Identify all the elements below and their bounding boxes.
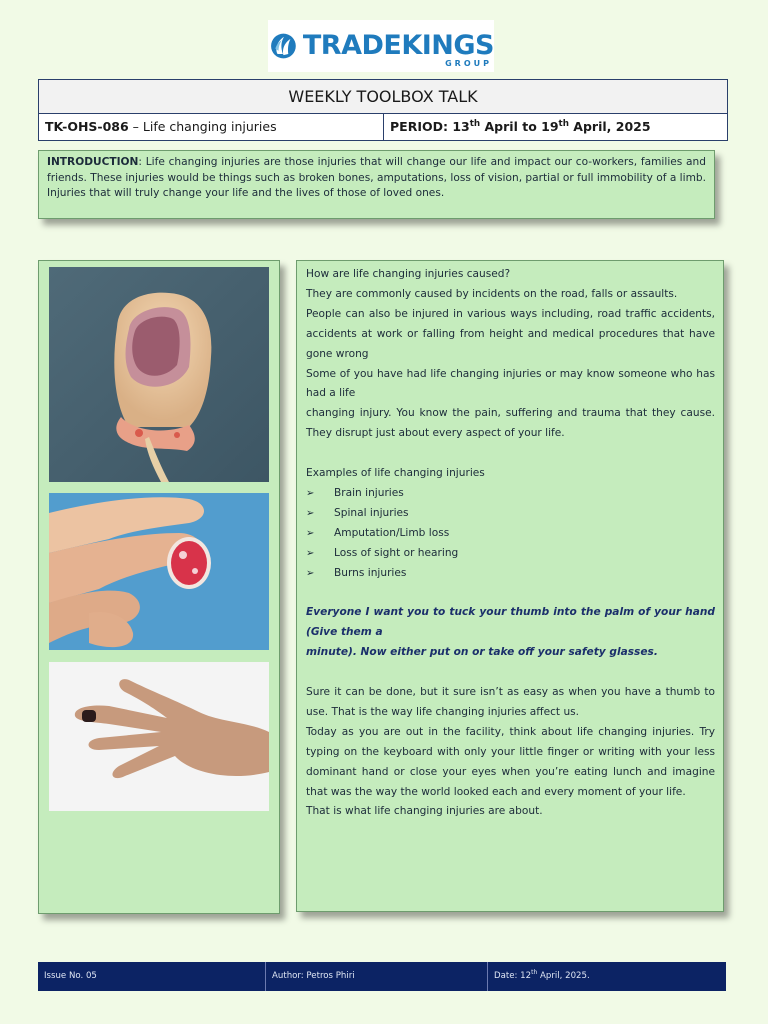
period-start-day: 13 [447, 119, 470, 134]
activity-instruction: Everyone I want you to tuck your thumb into the palm of your hand (Give them a [306, 606, 715, 639]
causes-paragraph: They are commonly caused by incidents on the road, falls or assaults. [306, 287, 678, 300]
logo-subtitle: GROUP [445, 59, 492, 68]
list-item [306, 564, 715, 584]
example-item: Brain injuries [334, 486, 404, 499]
list-item [306, 484, 715, 504]
talk-code: TK-OHS-086 [45, 119, 129, 134]
document-footer [38, 962, 726, 991]
arrow-bullet-icon: ➢ [306, 567, 315, 579]
introduction-text: : Life changing injuries are those injuries that will change our life and impact our co-workers, families and friends. These injuries would be things such as broken bones, amputations, loss of vision, partial or full immobility of a limb. Injuries that will truly change your life and the lives of those of loved ones. [47, 156, 706, 199]
period-end-suffix: th [558, 118, 569, 129]
thumb-paragraph: Sure it can be done, but it sure isn’t as easy as when you have a thumb to use. That is the way life changing injuries affect us. [306, 685, 715, 718]
document-title: WEEKLY TOOLBOX TALK [39, 80, 727, 114]
list-item [306, 504, 715, 524]
examples-title: Examples of life changing injuries [306, 467, 485, 480]
header-table [38, 79, 728, 141]
arrow-bullet-icon: ➢ [306, 527, 315, 539]
talk-topic: – Life changing injuries [128, 119, 277, 134]
impact-paragraph: changing injury. You know the pain, suffering and trauma that they cause. They disrupt just about every aspect of your life. [306, 407, 715, 440]
period-label: PERIOD: [390, 119, 448, 134]
issue-number: Issue No. 05 [38, 962, 266, 991]
arrow-bullet-icon: ➢ [306, 507, 315, 519]
list-item [306, 544, 715, 564]
date-suffix: th [531, 969, 538, 977]
logo-name: TRADEKINGS [302, 30, 494, 61]
arrow-bullet-icon: ➢ [306, 487, 315, 499]
activity-instruction-continued: minute). Now either put on or take off your safety glasses. [306, 646, 658, 659]
issue-date [488, 962, 726, 991]
severed-fingertip-photo [49, 267, 269, 482]
example-item: Spinal injuries [334, 506, 409, 519]
company-logo [268, 20, 494, 72]
tradekings-logo-mark-icon [270, 21, 297, 71]
facility-paragraph: Today as you are out in the facility, think about life changing injuries. Try typing on the keyboard with only your little finger or writing with your less dominant hand or close your eyes when you’re eating lunch and imagine that was the way the world looked each and every moment of your life. [306, 725, 715, 798]
introduction-box [38, 150, 715, 219]
talk-period [384, 114, 727, 140]
example-item: Burns injuries [334, 566, 407, 579]
talk-reference [39, 114, 384, 140]
hand-injury-photo [49, 662, 269, 811]
arrow-bullet-icon: ➢ [306, 547, 315, 559]
discussion-panel [296, 260, 724, 912]
list-item [306, 524, 715, 544]
period-end: April, 2025 [568, 119, 651, 134]
author: Author: Petros Phiri [266, 962, 488, 991]
period-start-suffix: th [469, 118, 481, 129]
injury-photos-panel [38, 260, 280, 914]
date-rest: April, 2025. [537, 971, 590, 981]
experience-paragraph: Some of you have had life changing injuries or may know someone who has had a life [306, 367, 715, 400]
date-prefix: Date: 12 [494, 971, 532, 981]
introduction-label: INTRODUCTION [47, 156, 139, 168]
ways-paragraph: People can also be injured in various ways including, road traffic accidents, accidents at work or falling from height and medical procedures that have gone wrong [306, 307, 715, 360]
question-heading: How are life changing injuries caused? [306, 268, 511, 280]
amputated-finger-photo [49, 493, 269, 650]
period-middle: April to 19 [480, 119, 559, 134]
closing-line: That is what life changing injuries are about. [306, 805, 543, 818]
example-item: Amputation/Limb loss [334, 526, 450, 539]
example-item: Loss of sight or hearing [334, 546, 459, 559]
